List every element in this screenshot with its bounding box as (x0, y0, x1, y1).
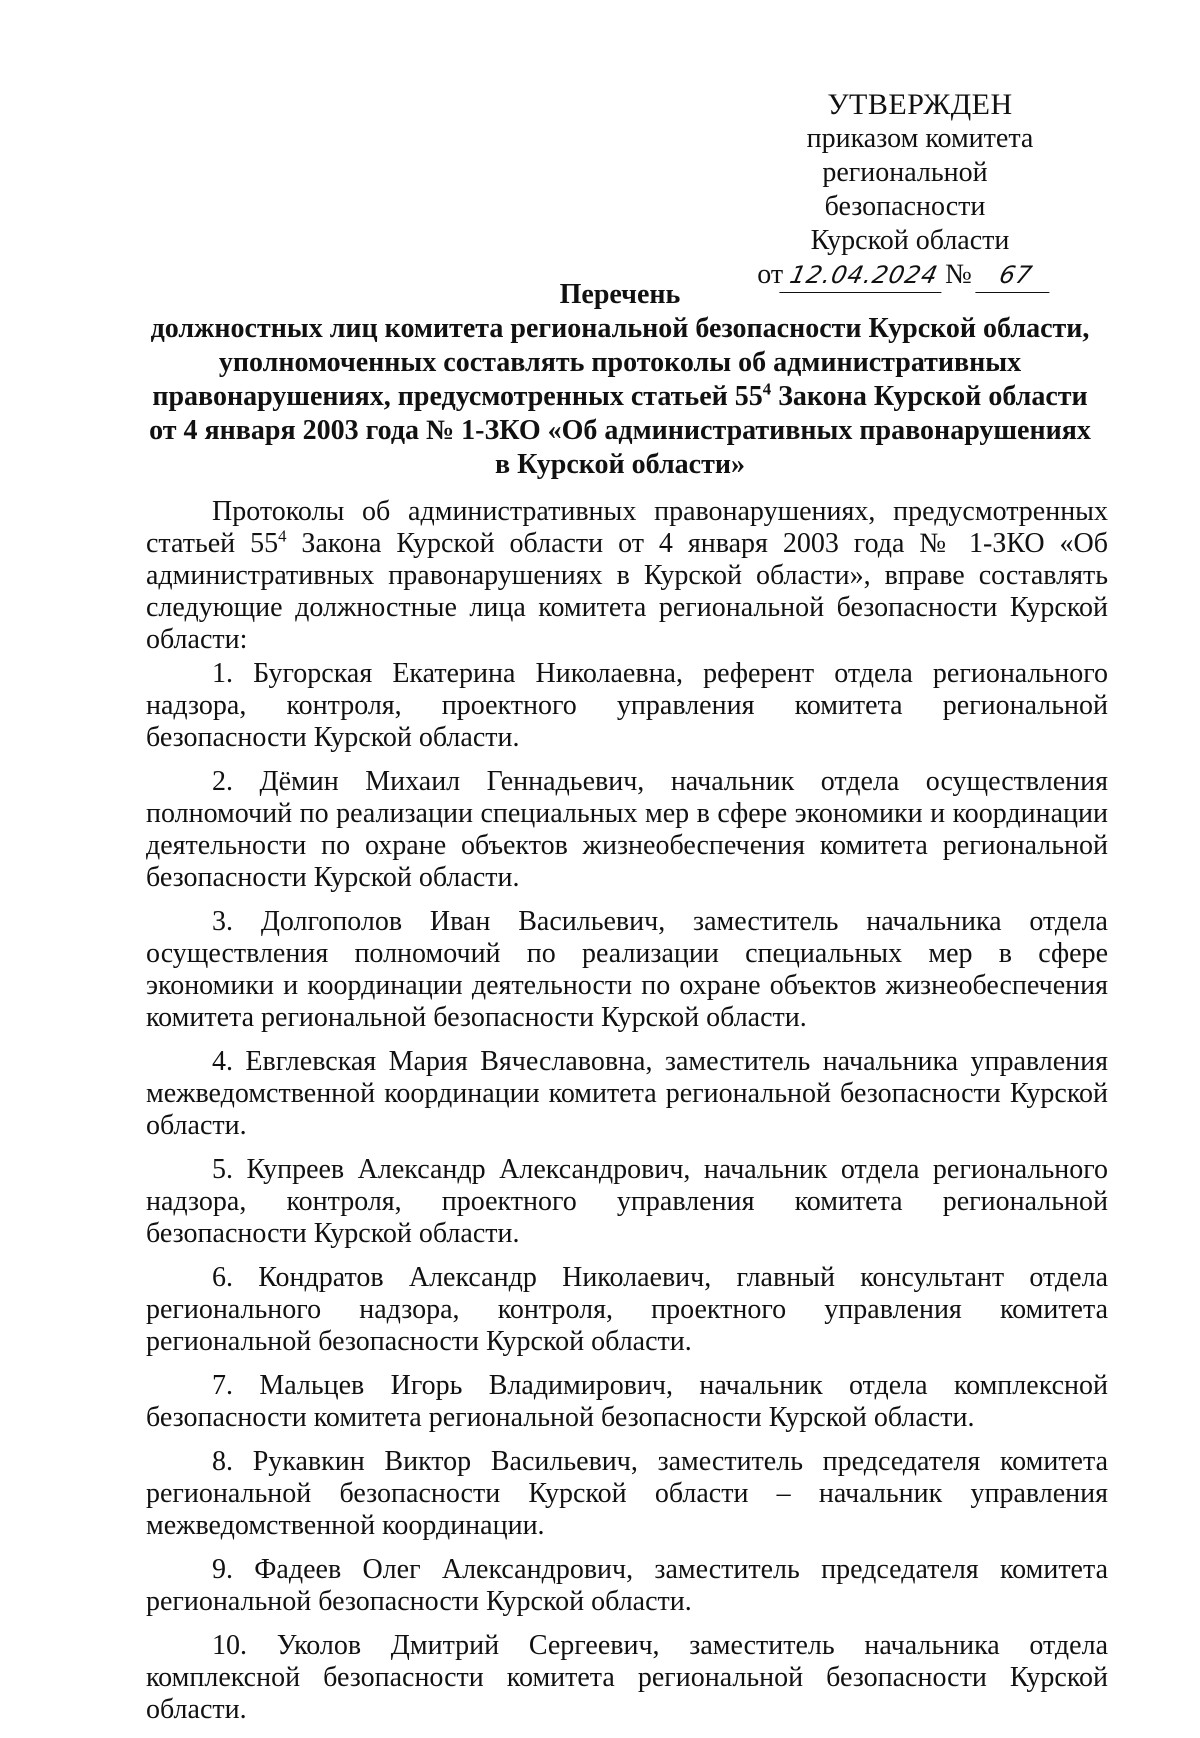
list-item: 9. Фадеев Олег Александрович, заместитель председателя комитета региональной безопасности Курской области. (146, 1554, 1108, 1617)
list-item: 3. Долгополов Иван Васильевич, заместитель начальника отдела осуществления полномочий по реализации специальных мер в сфере экономики и координации деятельности по охране объектов жизнеобеспечения комитета региональной безопасности Курской области. (146, 906, 1108, 1033)
approval-line-1: приказом комитета (806, 123, 1034, 154)
intro-before: Протоколы об административных правонарушениях, предусмотренных статьей 55 (146, 496, 1108, 559)
date-prefix: от (757, 259, 784, 290)
title-line-4-before: правонарушениях, предусмотренных статьей 55 (152, 381, 763, 412)
approval-line-3: Курской области (810, 225, 1010, 256)
title-line-4 (140, 380, 1100, 414)
approval-stamp-block (730, 88, 1070, 293)
intro-after: Закона Курской области от 4 января 2003 года № 1-ЗКО «Об административных правонарушениях в Курской области», вправе составлять следующие должностные лица комитета региональной безопасности Курской области: (146, 528, 1108, 655)
handwritten-date: 12.04.2024 (779, 258, 948, 293)
title-line-4-after: Закона Курской области (771, 381, 1088, 412)
intro-paragraph (146, 496, 1108, 656)
intro-superscript: 4 (278, 526, 287, 546)
approval-heading: УТВЕРЖДЕН (827, 88, 1013, 121)
title-line-5: от 4 января 2003 года № 1-ЗКО «Об административных правонарушениях (149, 415, 1091, 446)
list-item: 6. Кондратов Александр Николаевич, главный консультант отдела регионального надзора, контроля, проектного управления комитета региональной безопасности Курской области. (146, 1262, 1108, 1357)
title-line-3: уполномоченных составлять протоколы об административных (218, 347, 1022, 378)
title-line-1: Перечень (559, 279, 681, 310)
list-item: 7. Мальцев Игорь Владимирович, начальник отдела комплексной безопасности комитета региональной безопасности Курской области. (146, 1370, 1108, 1433)
document-title (140, 278, 1100, 482)
approval-line-2: региональной безопасности (822, 157, 988, 222)
list-item: 5. Купреев Александр Александрович, начальник отдела регионального надзора, контроля, проектного управления комитета региональной безопасности Курской области. (146, 1154, 1108, 1249)
document-body (146, 496, 1108, 1738)
list-item: 10. Уколов Дмитрий Сергеевич, заместитель начальника отдела комплексной безопасности комитета региональной безопасности Курской области. (146, 1630, 1108, 1725)
title-line-2: должностных лиц комитета региональной безопасности Курской области, (150, 313, 1090, 344)
list-item: 1. Бугорская Екатерина Николаевна, референт отдела регионального надзора, контроля, проектного управления комитета региональной безопасности Курской области. (146, 658, 1108, 753)
title-line-6: в Курской области» (495, 449, 745, 480)
title-superscript: 4 (762, 379, 772, 399)
list-item: 2. Дёмин Михаил Геннадьевич, начальник отдела осуществления полномочий по реализации специальных мер в сфере экономики и координации деятельности по охране объектов жизнеобеспечения комитета региональной безопасности Курской области. (146, 766, 1108, 893)
list-item: 4. Евглевская Мария Вячеславовна, заместитель начальника управления межведомственной координации комитета региональной безопасности Курской области. (146, 1046, 1108, 1141)
handwritten-number: 67 (975, 258, 1056, 293)
list-item: 8. Рукавкин Виктор Васильевич, заместитель председателя комитета региональной безопасности Курской области – начальник управления межведомственной координации. (146, 1446, 1108, 1541)
number-sign: № (945, 259, 972, 290)
